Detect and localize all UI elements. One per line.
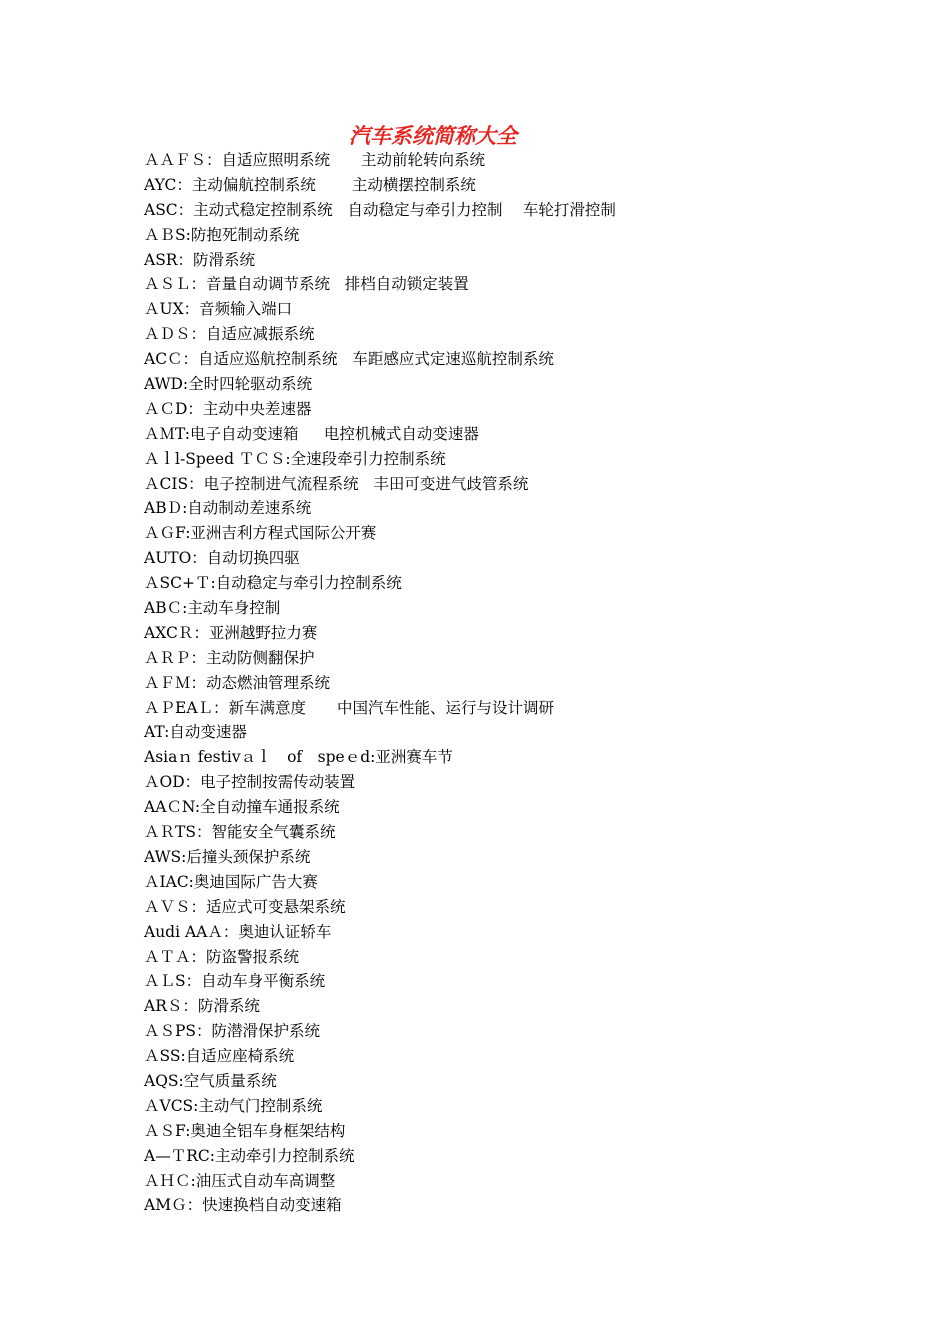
entry-line: Ａｌl-Speed ＴＣＳ:全速段牵引力控制系统 bbox=[144, 449, 446, 468]
entry-line: ＡＭT:电子自动变速箱 电控机械式自动变速器 bbox=[144, 424, 479, 443]
entry-line: ＡＰEAＬ：新车满意度 中国汽车性能、运行与设计调研 bbox=[144, 698, 555, 717]
entry-line: ＡＳＬ：音量自动调节系统 排档自动锁定装置 bbox=[144, 275, 469, 294]
entry-line: AT:自动变速器 bbox=[144, 723, 247, 742]
entry-line: ＡＲＰ：主动防侧翻保护 bbox=[144, 648, 315, 667]
entry-line: ＡＴＡ：防盗警报系统 bbox=[144, 947, 300, 966]
entry-line: AAＣN:全自动撞车通报系统 bbox=[144, 798, 340, 817]
entry-line: AMＧ：快速换档自动变速箱 bbox=[144, 1196, 342, 1215]
entry-line: ＡＧF:亚洲吉利方程式国际公开赛 bbox=[144, 524, 377, 543]
entry-line: ＡＨＣ:油压式自动车高调整 bbox=[144, 1171, 336, 1190]
entry-line: AWD:全时四轮驱动系统 bbox=[144, 375, 313, 394]
entry-line: ＡＦＭ：动态燃油管理系统 bbox=[144, 673, 331, 692]
entry-line: ASC：主动式稳定控制系统 自动稳定与牵引力控制 车轮打滑控制 bbox=[144, 200, 616, 219]
entry-list bbox=[144, 148, 864, 1218]
entry-line: ＡSS:自适应座椅系统 bbox=[144, 1047, 295, 1066]
entry-line: ＡＶＳ：适应式可变悬架系统 bbox=[144, 897, 346, 916]
entry-line: ＡＡＦＳ：自适应照明系统 主动前轮转向系统 bbox=[144, 151, 486, 169]
entry-line: ABＣ:主动车身控制 bbox=[144, 599, 281, 618]
entry-line: ＡSC+Ｔ:自动稳定与牵引力控制系统 bbox=[144, 574, 402, 593]
entry-line: Asiaｎ festivａｌ of speｅd:亚洲赛车节 bbox=[144, 748, 453, 767]
entry-line: AXCＲ：亚洲越野拉力赛 bbox=[144, 623, 318, 642]
entry-line: ＡＤＳ：自适应减振系统 bbox=[144, 325, 315, 344]
entry-line: ACＣ：自适应巡航控制系统 车距感应式定速巡航控制系统 bbox=[144, 350, 554, 369]
entry-line: ＡUX：音频输入端口 bbox=[144, 300, 293, 319]
entry-line: ＡIAC:奥迪国际广告大赛 bbox=[144, 872, 318, 891]
entry-line: ＡCIS：电子控制进气流程系统 丰田可变进气歧管系统 bbox=[144, 474, 529, 493]
entry-line: ＡＣD：主动中央差速器 bbox=[144, 399, 312, 418]
entry-line: ＡＳF:奥迪全铝车身框架结构 bbox=[144, 1121, 346, 1140]
entry-line: A—ＴRC:主动牵引力控制系统 bbox=[144, 1146, 355, 1165]
entry-line: ＡOD：电子控制按需传动装置 bbox=[144, 773, 356, 792]
entry-line: ABＤ:自动制动差速系统 bbox=[144, 499, 312, 518]
entry-line: ＡＬS：自动车身平衡系统 bbox=[144, 972, 326, 991]
entry-line: ＡＳPS：防潜滑保护系统 bbox=[144, 1022, 321, 1041]
entry-line: Audi AAＡ：奥迪认证轿车 bbox=[144, 922, 332, 941]
entry-line: AYC：主动偏航控制系统 主动横摆控制系统 bbox=[144, 175, 476, 194]
entry-line: AQS:空气质量系统 bbox=[144, 1071, 277, 1090]
entry-line: AUTO：自动切换四驱 bbox=[144, 549, 300, 568]
entry-line: AWS:后撞头颈保护系统 bbox=[144, 847, 311, 866]
entry-line: ASR：防滑系统 bbox=[144, 250, 255, 269]
entry-line: ARＳ：防滑系统 bbox=[144, 997, 260, 1016]
entry-line: ＡＲTS：智能安全气囊系统 bbox=[144, 823, 336, 842]
entry-line: ＡVCS:主动气门控制系统 bbox=[144, 1096, 323, 1115]
entry-line: ＡＢS:防抱死制动系统 bbox=[144, 225, 300, 244]
document-title: 汽车系统简称大全 bbox=[349, 124, 517, 148]
